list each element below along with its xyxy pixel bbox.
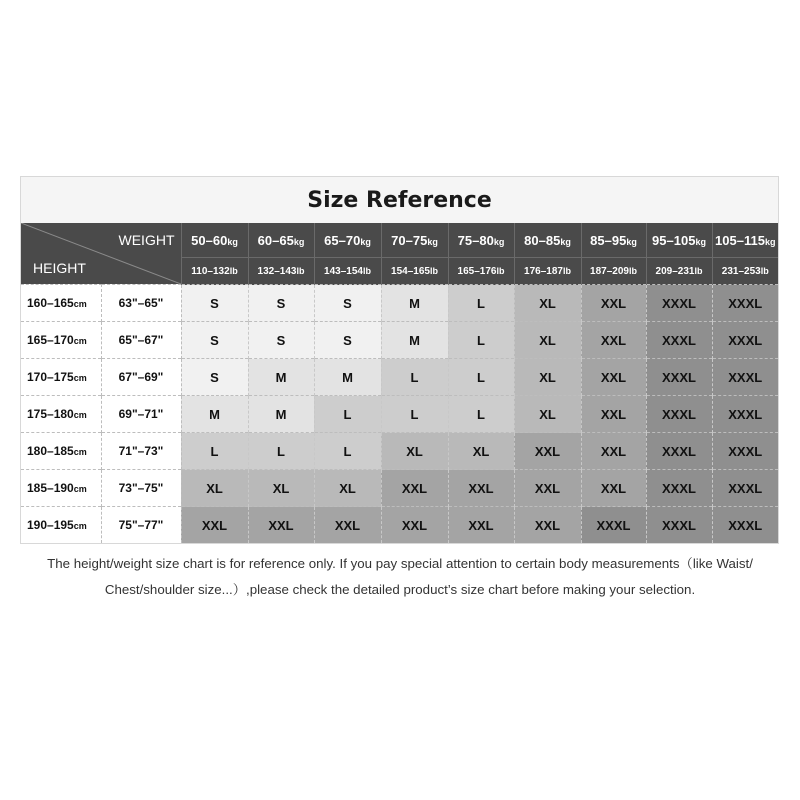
weight-kg-unit: kg <box>560 236 571 247</box>
size-cell: XXXL <box>646 285 712 322</box>
height-cm-range: 165–170 <box>27 333 74 347</box>
weight-kg-6 <box>581 223 646 258</box>
weight-kg-2 <box>314 223 381 258</box>
weight-kg-header-row <box>21 223 778 258</box>
height-cm <box>21 285 101 322</box>
weight-lb-unit: lb <box>760 265 769 276</box>
weight-lb-3 <box>381 258 448 285</box>
weight-kg-unit: kg <box>764 236 776 247</box>
size-cell: XXL <box>314 507 381 544</box>
size-cell: XXXL <box>646 470 712 507</box>
weight-lb-range: 209–231 <box>655 265 695 277</box>
weight-lb-range: 154–165 <box>391 265 430 277</box>
weight-lb-range: 165–176 <box>457 265 497 277</box>
size-cell: XL <box>448 433 514 470</box>
size-cell: M <box>381 322 448 359</box>
size-cell: XL <box>314 470 381 507</box>
weight-lb-8 <box>712 258 778 285</box>
size-cell: XXL <box>581 285 646 322</box>
size-cell: L <box>448 396 514 433</box>
height-inch: 67"–69" <box>101 359 181 396</box>
size-cell: XXL <box>581 433 646 470</box>
size-cell: XL <box>181 470 248 507</box>
size-cell: M <box>248 396 314 433</box>
size-cell: XXXL <box>646 322 712 359</box>
note-line-2: Chest/shoulder size...）,please check the detailed product’s size chart before making your selection. <box>104 582 696 597</box>
table-row <box>21 470 778 507</box>
size-cell: M <box>181 396 248 433</box>
size-cell: XXL <box>581 322 646 359</box>
size-cell: XXL <box>248 507 314 544</box>
size-cell: XXXL <box>712 396 778 433</box>
weight-lb-unit: lb <box>296 265 305 276</box>
size-cell: L <box>381 359 448 396</box>
height-cm-range: 180–185 <box>27 444 74 458</box>
size-cell: XXL <box>581 470 646 507</box>
size-cell: XXXL <box>712 322 778 359</box>
weight-lb-unit: lb <box>362 265 371 276</box>
size-cell: XL <box>248 470 314 507</box>
size-cell: XXXL <box>581 507 646 544</box>
size-cell: L <box>314 396 381 433</box>
size-cell: XL <box>381 433 448 470</box>
size-cell: XXXL <box>712 285 778 322</box>
height-cm-range: 190–195 <box>27 518 74 532</box>
size-cell: XXXL <box>646 359 712 396</box>
size-cell: XXXL <box>712 433 778 470</box>
weight-kg-range: 80–85 <box>524 232 561 248</box>
weight-lb-unit: lb <box>496 265 505 276</box>
height-cm <box>21 396 101 433</box>
weight-lb-range: 187–209 <box>590 265 629 277</box>
size-cell: XXXL <box>646 507 712 544</box>
weight-kg-8 <box>712 223 778 258</box>
size-cell: L <box>314 433 381 470</box>
size-cell: L <box>381 396 448 433</box>
weight-kg-4 <box>448 223 514 258</box>
weight-lb-2 <box>314 258 381 285</box>
size-cell: XXXL <box>712 359 778 396</box>
weight-lb-unit: lb <box>229 265 238 276</box>
table-corner <box>21 223 181 285</box>
size-cell: XL <box>514 396 581 433</box>
size-cell: L <box>248 433 314 470</box>
size-cell: XL <box>514 285 581 322</box>
weight-lb-6 <box>581 258 646 285</box>
height-inch: 69"–71" <box>101 396 181 433</box>
size-cell: XXXL <box>646 433 712 470</box>
height-cm <box>21 359 101 396</box>
size-cell: M <box>248 359 314 396</box>
height-inch: 63"–65" <box>101 285 181 322</box>
size-cell: XXXL <box>712 470 778 507</box>
weight-kg-unit: kg <box>360 236 371 247</box>
size-cell: XXL <box>581 359 646 396</box>
size-cell: XXL <box>448 507 514 544</box>
weight-kg-3 <box>381 223 448 258</box>
size-cell: XL <box>514 322 581 359</box>
size-cell: XXL <box>448 470 514 507</box>
height-label: HEIGHT <box>33 260 86 276</box>
size-cell: XXXL <box>712 507 778 544</box>
weight-lb-range: 176–187 <box>524 265 563 277</box>
height-inch: 71"–73" <box>101 433 181 470</box>
size-cell: XXL <box>581 396 646 433</box>
weight-lb-0 <box>181 258 248 285</box>
size-cell: L <box>448 322 514 359</box>
size-cell: S <box>314 322 381 359</box>
weight-kg-7 <box>646 223 712 258</box>
size-cell: S <box>181 322 248 359</box>
size-cell: XXL <box>514 433 581 470</box>
weight-kg-5 <box>514 223 581 258</box>
height-cm-range: 175–180 <box>27 407 74 421</box>
size-cell: S <box>181 359 248 396</box>
weight-kg-unit: kg <box>493 236 505 247</box>
size-cell: XXL <box>514 470 581 507</box>
weight-kg-range: 65–70 <box>324 232 361 248</box>
height-cm-range: 170–175 <box>27 370 74 384</box>
height-cm-range: 185–190 <box>27 481 74 495</box>
weight-lb-range: 132–143 <box>257 265 297 277</box>
size-cell: L <box>181 433 248 470</box>
weight-lb-range: 110–132 <box>191 265 230 277</box>
weight-kg-1 <box>248 223 314 258</box>
height-inch: 73"–75" <box>101 470 181 507</box>
weight-kg-range: 95–105 <box>652 232 696 248</box>
weight-kg-unit: kg <box>227 236 238 247</box>
size-cell: L <box>448 285 514 322</box>
size-cell: XL <box>514 359 581 396</box>
height-cm-unit: cm <box>73 447 87 457</box>
table-row <box>21 433 778 470</box>
size-table <box>21 223 778 543</box>
size-cell: S <box>248 322 314 359</box>
size-chart <box>20 176 779 544</box>
weight-lb-range: 143–154 <box>324 265 363 277</box>
weight-kg-range: 70–75 <box>391 232 428 248</box>
height-cm <box>21 470 101 507</box>
weight-kg-unit: kg <box>427 236 438 247</box>
weight-kg-range: 50–60 <box>191 232 228 248</box>
size-cell: XXL <box>514 507 581 544</box>
size-cell: S <box>314 285 381 322</box>
height-cm-unit: cm <box>73 521 87 531</box>
table-row <box>21 507 778 544</box>
height-inch: 75"–77" <box>101 507 181 544</box>
weight-kg-0 <box>181 223 248 258</box>
size-cell: XXL <box>181 507 248 544</box>
height-cm <box>21 433 101 470</box>
size-cell: M <box>314 359 381 396</box>
weight-kg-unit: kg <box>695 236 706 247</box>
size-cell: XXXL <box>646 396 712 433</box>
weight-lb-5 <box>514 258 581 285</box>
table-row <box>21 285 778 322</box>
height-cm-unit: cm <box>73 299 87 309</box>
height-cm-range: 160–165 <box>27 296 74 310</box>
height-cm-unit: cm <box>73 410 87 420</box>
weight-label: WEIGHT <box>118 232 175 248</box>
weight-kg-range: 105–115 <box>715 232 765 248</box>
size-cell: S <box>181 285 248 322</box>
height-cm-unit: cm <box>73 336 87 346</box>
weight-lb-7 <box>646 258 712 285</box>
note-line-1: The height/weight size chart is for reference only. If you pay special attention to certain body measurements（like Waist/ <box>47 556 753 571</box>
weight-kg-unit: kg <box>626 236 637 247</box>
size-cell: L <box>448 359 514 396</box>
table-row <box>21 396 778 433</box>
weight-lb-unit: lb <box>429 265 438 276</box>
chart-title: Size Reference <box>21 177 778 223</box>
height-cm <box>21 322 101 359</box>
size-cell: XXL <box>381 470 448 507</box>
table-row <box>21 322 778 359</box>
disclaimer-note <box>0 551 800 603</box>
size-cell: XXL <box>381 507 448 544</box>
weight-lb-1 <box>248 258 314 285</box>
weight-lb-4 <box>448 258 514 285</box>
height-cm <box>21 507 101 544</box>
weight-kg-range: 75–80 <box>457 232 494 248</box>
table-row <box>21 359 778 396</box>
weight-lb-unit: lb <box>562 265 571 276</box>
weight-lb-range: 231–253 <box>721 265 761 277</box>
weight-kg-range: 85–95 <box>590 232 627 248</box>
weight-kg-unit: kg <box>293 236 305 247</box>
weight-lb-unit: lb <box>694 265 703 276</box>
height-cm-unit: cm <box>73 373 87 383</box>
height-inch: 65"–67" <box>101 322 181 359</box>
size-cell: S <box>248 285 314 322</box>
size-cell: M <box>381 285 448 322</box>
height-cm-unit: cm <box>73 484 87 494</box>
weight-kg-range: 60–65 <box>257 232 294 248</box>
weight-lb-unit: lb <box>628 265 637 276</box>
